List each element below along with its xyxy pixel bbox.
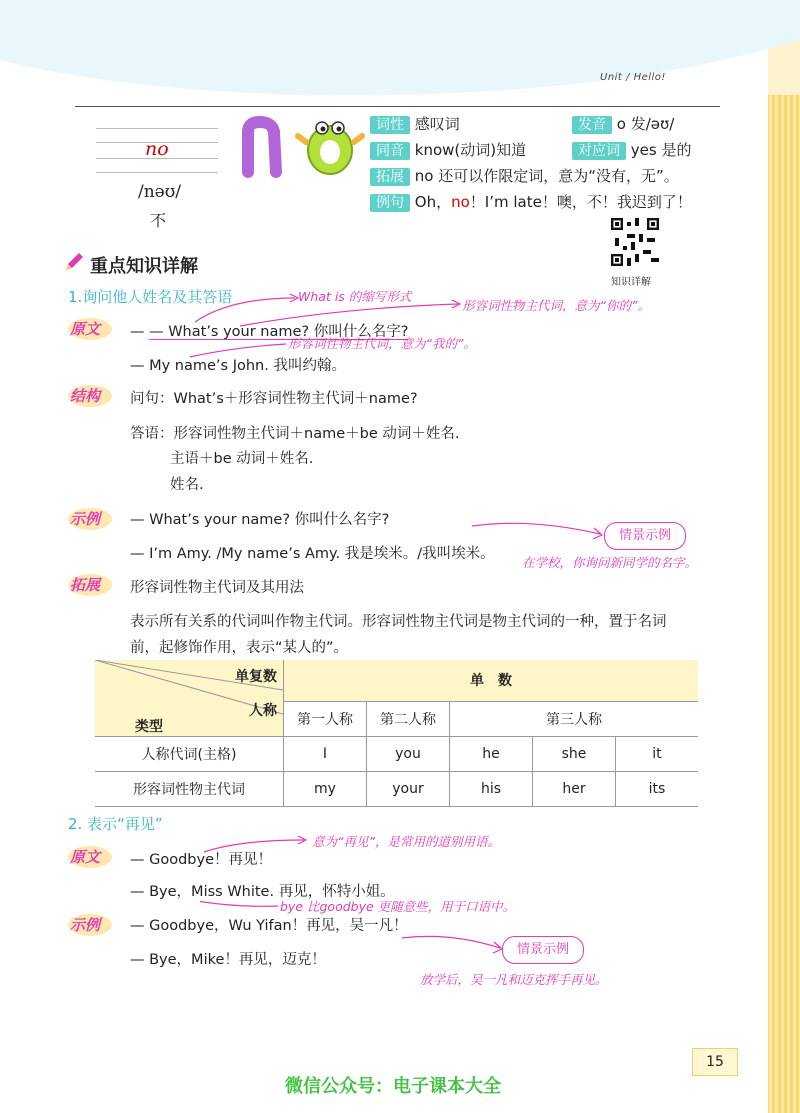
qr-caption: 知识详解 <box>611 277 651 288</box>
tag-label: 发音 <box>572 116 612 134</box>
watermark: 微信公众号：电子课本大全 <box>285 1076 501 1097</box>
info-row-cixing <box>370 114 460 134</box>
tuozhan-title: 形容词性物主代词及其用法 <box>130 580 304 596</box>
info-row-liju <box>370 192 692 212</box>
tag-label: 例句 <box>370 194 410 212</box>
label-yuanwen-2: 原文 <box>70 848 101 866</box>
tag-label: 拓展 <box>370 168 410 186</box>
info-row-tongyin <box>370 140 526 160</box>
header-rule <box>75 106 720 107</box>
info-text: ！I’m late！噢，不！我迟到了！ <box>469 193 692 211</box>
annotation-arrows <box>190 290 470 370</box>
info-highlight: no <box>451 193 470 211</box>
annotation-goodbye: 意为“再见”，是常用的道别用语。 <box>312 834 500 849</box>
table-cell: your <box>367 772 450 807</box>
info-text: know(动词)知道 <box>414 141 527 159</box>
table-cell: she <box>533 737 616 772</box>
word-meaning: 不 <box>150 211 167 230</box>
scene-badge-2: 情景示例 <box>502 936 584 964</box>
page-curl <box>0 0 800 110</box>
tag-label: 对应词 <box>572 142 626 160</box>
table-cell: my <box>284 772 367 807</box>
table-cell: his <box>450 772 533 807</box>
handwriting-line <box>96 128 218 129</box>
scene-arrow <box>470 518 610 548</box>
topic2-shili-1: — Goodbye，Wu Yifan！再见，吴一凡！ <box>130 918 408 934</box>
jiegou-line-3: 主语＋be 动词＋姓名. <box>170 451 314 467</box>
topic2-shili-2: — Bye，Mike！再见，迈克！ <box>130 952 326 968</box>
table-cell: her <box>533 772 616 807</box>
info-text: Oh， <box>414 193 452 211</box>
table-row <box>95 772 698 807</box>
topic2-arrows <box>200 834 320 914</box>
table-row <box>95 737 698 772</box>
yuanwen-line-2: — My name’s John. 我叫约翰。 <box>130 358 346 374</box>
tuozhan-text-2: 前，起修饰作用，表示“某人的”。 <box>130 640 349 656</box>
info-row-fayin <box>572 114 674 134</box>
table-cell: he <box>450 737 533 772</box>
shili-line-2: — I’m Amy. /My name’s Amy. 我是埃米。/我叫埃米。 <box>130 546 495 562</box>
annotation-whats: What is 的缩写形式 <box>298 289 412 304</box>
info-text: no 还可以作限定词，意为“没有，无”。 <box>414 167 679 185</box>
scene-arrow-2 <box>400 930 510 960</box>
no-cartoon-letters <box>238 112 368 180</box>
table-cell: it <box>616 737 699 772</box>
jiegou-line-4: 姓名. <box>170 477 204 493</box>
pronoun-table <box>95 660 698 807</box>
info-row-tuozhan <box>370 166 679 186</box>
annotation-scene-2: 放学后，吴一凡和迈克挥手再见。 <box>420 972 608 987</box>
pencil-icon <box>62 250 86 274</box>
jiegou-line-1: 问句：What’s＋形容词性物主代词＋name? <box>130 391 418 407</box>
unit-header: Unit / Hello! <box>600 72 666 83</box>
section-title: 重点知识详解 <box>90 256 198 277</box>
label-shili: 示例 <box>70 510 101 528</box>
annotation-my: 形容词性物主代词，意为“我的”。 <box>288 336 476 351</box>
label-yuanwen: 原文 <box>70 320 101 338</box>
yuanwen-line-1: — — What’s your name? 你叫什么名字? <box>130 324 409 340</box>
topic1-title: 1.询问他人姓名及其答语 <box>68 288 233 306</box>
header-second-person: 第二人称 <box>367 701 450 736</box>
table-cell: you <box>367 737 450 772</box>
corner-top: 单复数 <box>235 669 277 685</box>
table-corner <box>95 660 284 737</box>
annotation-bye: bye 比goodbye 更随意些，用于口语中。 <box>280 899 516 914</box>
page-number: 15 <box>692 1048 738 1076</box>
header-third-person: 第三人称 <box>450 701 699 736</box>
word-phonetic: /nəʊ/ <box>138 182 182 202</box>
scene-badge: 情景示例 <box>604 522 686 550</box>
info-row-duiyingci <box>572 140 691 160</box>
word-handwritten: no <box>145 138 169 160</box>
info-text: 感叹词 <box>414 115 460 133</box>
corner-mid: 人称 <box>249 703 277 719</box>
pronoun-table-wrap <box>95 660 698 807</box>
tuozhan-text-1: 表示所有关系的代词叫作物主代词。形容词性物主代词是物主代词的一种，置于名词 <box>130 614 667 630</box>
qr-code[interactable] <box>611 218 659 266</box>
annotation-your: 形容词性物主代词，意为“你的”。 <box>462 298 650 313</box>
label-jiegou: 结构 <box>70 387 101 405</box>
header-singular: 单 数 <box>284 660 699 701</box>
row-label: 形容词性物主代词 <box>95 772 284 807</box>
topic2-yuanwen-2: — Bye，Miss White. 再见，怀特小姐。 <box>130 884 395 900</box>
tag-label: 词性 <box>370 116 410 134</box>
jiegou-line-2: 答语：形容词性物主代词＋name＋be 动词＋姓名. <box>130 426 460 442</box>
shili-line-1: — What’s your name? 你叫什么名字? <box>130 512 390 528</box>
info-text: o 发/əʊ/ <box>616 115 675 133</box>
topic2-yuanwen-1: — Goodbye！再见！ <box>130 852 272 868</box>
topic2-title: 2. 表示“再见” <box>68 815 163 833</box>
table-cell: I <box>284 737 367 772</box>
label-shili-2: 示例 <box>70 916 101 934</box>
header-first-person: 第一人称 <box>284 701 367 736</box>
handwriting-line <box>96 172 218 173</box>
info-text: yes 是的 <box>630 141 692 159</box>
tag-label: 同音 <box>370 142 410 160</box>
row-label: 人称代词(主格) <box>95 737 284 772</box>
corner-bottom: 类型 <box>135 719 163 735</box>
label-tuozhan: 拓展 <box>70 576 101 594</box>
table-cell: its <box>616 772 699 807</box>
annotation-scene: 在学校，你询问新同学的名字。 <box>522 555 698 570</box>
